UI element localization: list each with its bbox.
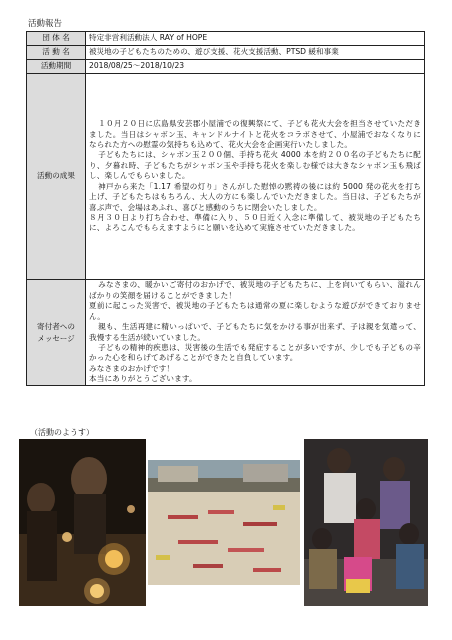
label-donor-message <box>27 280 86 386</box>
value-organization: 特定非営利活動法人 RAY of HOPE <box>86 32 425 46</box>
label-activity-name: 活 動 名 <box>27 46 86 60</box>
results-paragraph: ８月３０日より打ち合わせ、準備に入り、５０日近く入念に準備して、被災地の子どもたちに、よろこんでもらえますようにと願いを込めて実施させていただきました。 <box>89 212 421 233</box>
label-donor-line2: メッセージ <box>37 333 75 343</box>
results-paragraph: 神戸から来た「1.17 希望の灯り」さんがした慰悼の黙祷の後には約 5000 発の花火を打ち上げ、子どもたちはもちろん、大人の方にも楽しんでいただきました。当日は、子どもたちが喜ぶ声で、会場はあふれ、喜びと感動のうちに閉会いたしました。 <box>89 181 421 212</box>
photo-caption: （活動のようす） <box>30 428 94 437</box>
donor-paragraph: 本当にありがとうございます。 <box>89 374 197 384</box>
donor-paragraph: みなさまのおかげです！ <box>89 363 175 373</box>
page-heading: 活動報告 <box>28 19 63 29</box>
photo-children-crowd <box>304 439 428 606</box>
results-paragraph: １０月２０日に広島県安芸郡小屋浦での復興祭にて、子ども花火大会を担当させていただきました。当日はシャボン玉、キャンドルナイトと花火をコラボさせて、小屋浦でおなくなりになられた方への慰霊の気持ちも込めて、花火大会を企画実行いたしました。 <box>89 119 421 150</box>
row-donor-message <box>27 280 425 386</box>
results-paragraph: 子どもたちには、シャボン玉２００個、手持ち花火 4000 本を約２００名の子どもたちに配り、夕暮れ時、子どもたちがシャボン玉や手持ち花火を楽しむ様では大きなシャボン玉も飛ばし、楽しんでもらいました。 <box>89 150 421 181</box>
value-activity-period: 2018/08/25〜2018/10/23 <box>86 60 425 74</box>
photo-sparklers-night <box>19 439 146 606</box>
row-activity-period <box>27 60 425 74</box>
donor-paragraph: 親も、生活再建に精いっぱいで、子どもたちに気をかける事が出来ず、子は親を気遣って、我慢する生活が続いていました。 <box>89 322 421 342</box>
results-body <box>86 74 425 280</box>
donor-paragraph: 夏前に起こった災害で、被災地の子どもたちは通常の夏に楽しむような遊びができておりません。 <box>89 301 421 321</box>
row-organization <box>27 32 425 46</box>
label-activity-period: 活動期間 <box>27 60 86 74</box>
donor-paragraph: 子どもの精神的疾患は、災害後の生活でも発症することが多いですが、少しでも子どもの辛かった心を和らげてあげることができたと自負しています。 <box>89 342 421 363</box>
label-donor-line1: 寄付者への <box>37 321 75 331</box>
row-activity-name <box>27 46 425 60</box>
donor-paragraph: みなさまの、暖かいご寄付のおかげで、被災地の子どもたちに、上を向いてもらい、溢れんばかりの笑顔を届けることができました！ <box>89 280 421 300</box>
label-organization: 団 体 名 <box>27 32 86 46</box>
label-results: 活動の成果 <box>27 74 86 280</box>
report-table <box>26 31 425 386</box>
photo-fireworks-setup <box>148 460 300 585</box>
donor-message-body <box>86 280 425 386</box>
row-results <box>27 74 425 280</box>
value-activity-name: 被災地の子どもたちのための、遊び支援、花火支援活動、PTSD 緩和事業 <box>86 46 425 60</box>
